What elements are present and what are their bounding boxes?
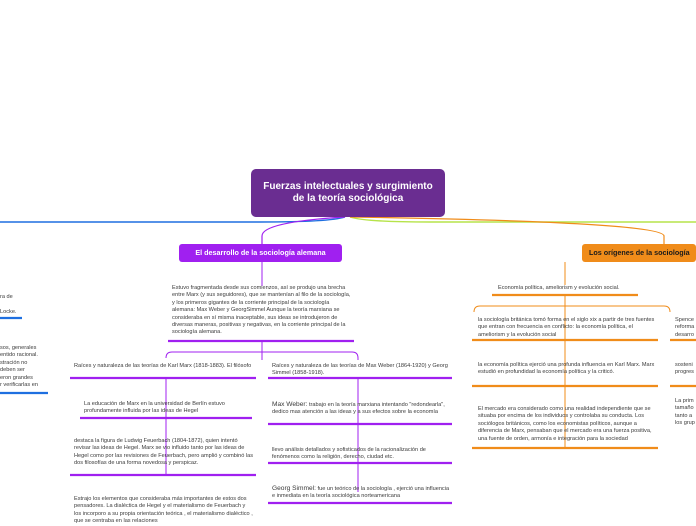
german-intro-node[interactable]: Estuvo fragmentada desde sus comienzos, así se produjo una brecha entre Marx (y sus seguidores), que se mantenían al filo de la sociología, y los primeros gigantes de la corriente principal de la sociología alemana: Max Weber y GeorgSimmel Aunque la teoría marxiana se consideraba en sí misma inaceptable, sus ideas se introdujeron de diversas maneras, positivas y negativas, en la corriente principal de la sociología alemana.: [172, 285, 351, 336]
marx-item-feuerbach[interactable]: destaca la figura de Ludwig Feuerbach (1804-1872), quien intentó revisar las ideas de Hegel. Marx se vio influido tanto por las ideas de Hegel como por las revisiones de Feuerbach, pero amplió y combinó las dos filosofías de una forma novedosa y perspicaz.: [74, 438, 254, 467]
max-weber-text: trabajo en la teoría marxiana intentando "redondearla", dedico mas atención a las ideas y a sus efectos sobre la economía: [272, 402, 445, 416]
georg-simmel-label: Georg Simmel:: [272, 485, 316, 492]
orange-item-political-economy[interactable]: la economía política ejerció una profunda influencia en Karl Marx. Marx estudió en profundidad la economía política y la criticó.: [478, 362, 655, 376]
georg-simmel-text: fue un teórico de la sociología , ejerció una influencia e inmediata en la teoría sociológica norteamericana: [272, 486, 450, 500]
left-partial-node-2[interactable]: sos, generales entido racional. stración no deben ser eron grandes r verificarlas en: [0, 345, 38, 389]
max-weber-label: Max Weber:: [272, 401, 308, 408]
right-partial-node-3[interactable]: La prim tamaño tanto a los grup: [675, 398, 695, 427]
orange-sub-node[interactable]: Economía política, ameliorism y evolución social.: [498, 285, 620, 291]
connector-purple: [262, 217, 345, 244]
weber-item-rationalization[interactable]: llevo análisis detallados y sofisticados de la racionalización de fenómenos como la religión, derecho, ciudad etc.: [272, 447, 426, 461]
marx-title-node[interactable]: Raíces y naturaleza de las teorías de Karl Marx (1818-1883). El filósofo: [74, 363, 252, 369]
marx-item-hegel[interactable]: La educación de Marx en la universidad de Berlín estuvo profundamente influida por las ideas de Hegel: [84, 401, 225, 415]
weber-item-simmel[interactable]: [272, 485, 450, 501]
orange-item-british[interactable]: la sociología británica tomó forma en el siglo xix a partir de tres fuentes que entran con frecuencia en conflicto: la economía política, el ameliorism y la evolución social: [478, 317, 655, 338]
branch-german-sociology[interactable]: El desarrollo de la sociología alemana: [179, 244, 342, 262]
right-partial-node-1[interactable]: Spence reforma desarro: [675, 317, 695, 338]
orange-item-market[interactable]: El mercado era considerado como una realidad independiente que se situaba por encima de los individuos y controlaba su conducta. Los sociólogos británicos, como los economistas políticos, aunque a diferencia de Marx, pensaban que el mercado era una fuerza positiva, una fuente de orden, armonía e integración para la sociedad: [478, 406, 652, 442]
marx-item-dialectic[interactable]: Estrajo los elementos que consideraba más importantes de estos dos pensadores. La dialéctica de Hegel y el materialismo de Feuerbach y los incorporo a su propia orientación teórica , el materialismo dialéctico , que se centraba en las relaciones: [74, 496, 253, 525]
central-topic[interactable]: Fuerzas intelectuales y surgimiento de la teoría sociológica: [251, 169, 445, 217]
connector-blue: [0, 217, 345, 222]
right-partial-node-2[interactable]: sosteni progres: [675, 362, 694, 376]
weber-item-max-weber[interactable]: [272, 401, 450, 417]
branch-origins-sociology[interactable]: Los orígenes de la sociología: [582, 244, 696, 262]
weber-title-node[interactable]: Raíces y naturaleza de las teorías de Max Weber (1864-1920) y Georg Simmel (1858-1918).: [272, 363, 448, 377]
left-partial-node-1[interactable]: ra de Locke.: [0, 294, 17, 315]
